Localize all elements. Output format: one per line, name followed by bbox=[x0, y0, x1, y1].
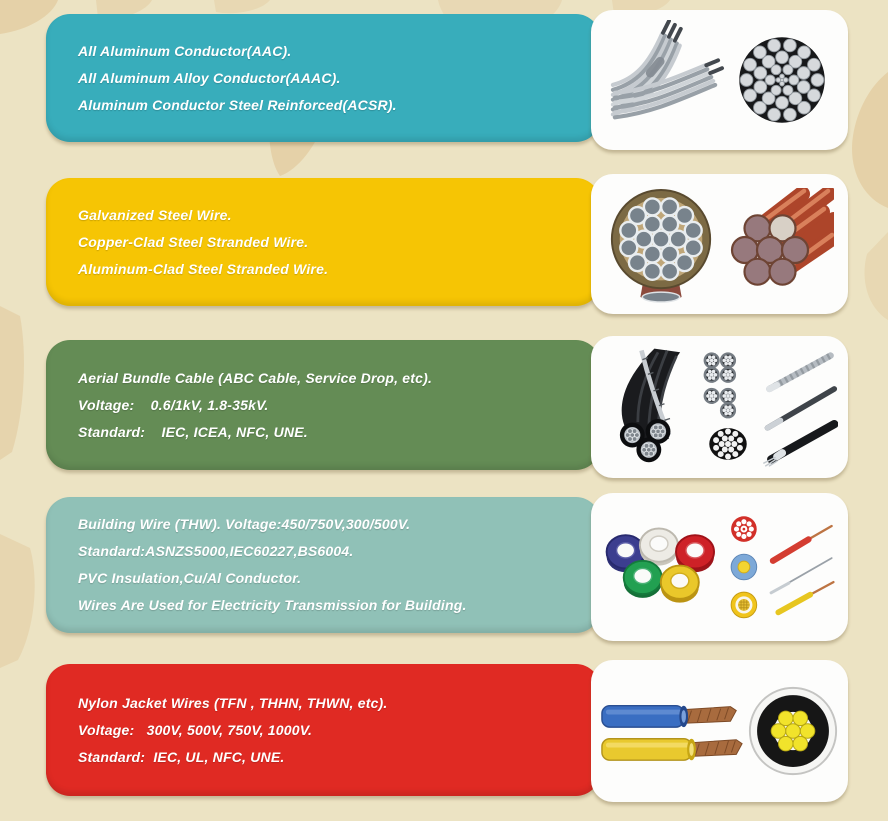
wire-cross-sections-photo bbox=[724, 512, 764, 622]
wire-coils-photo bbox=[599, 512, 724, 622]
nylon-wire-cross-section-photo bbox=[747, 685, 839, 777]
abc-cable-photo bbox=[601, 346, 693, 468]
banner-line: All Aluminum Conductor(AAC). bbox=[78, 42, 292, 59]
banner-line: PVC Insulation,Cu/Al Conductor. bbox=[78, 570, 302, 586]
cable-cross-sections-photo bbox=[695, 346, 761, 468]
banner-line: Nylon Jacket Wires (TFN , THHN, THWN, etc). bbox=[78, 694, 388, 711]
steel-wires-photo-panel bbox=[591, 174, 848, 314]
acsr-cable-bundle-photo bbox=[607, 20, 725, 140]
banner-line: Standard: IEC, UL, NFC, UNE. bbox=[78, 748, 285, 765]
banner-line: Voltage: 300V, 500V, 750V, 1000V. bbox=[78, 721, 313, 738]
copper-clad-rods-photo bbox=[724, 188, 834, 300]
banner-line: Standard: IEC, ICEA, NFC, UNE. bbox=[78, 423, 308, 440]
stripped-nylon-wires-photo bbox=[600, 678, 746, 784]
banner-line: Wires Are Used for Electricity Transmission for Building. bbox=[78, 597, 467, 613]
aerial-bundle-cable-photo-panel bbox=[591, 336, 848, 478]
banner-line: Voltage: 0.6/1kV, 1.8-35kV. bbox=[78, 396, 269, 413]
steel-cable-cross-section-photo bbox=[605, 185, 718, 303]
aluminum-conductors-banner bbox=[46, 14, 600, 142]
stranded-conductor-cross-section-photo bbox=[732, 30, 832, 130]
banner-line: Aluminum-Clad Steel Stranded Wire. bbox=[78, 260, 329, 277]
banner-line: Standard:ASNZS5000,IEC60227,BS6004. bbox=[78, 543, 354, 559]
banner-line: Building Wire (THW). Voltage:450/750V,300/500V. bbox=[78, 516, 411, 532]
steel-wires-banner bbox=[46, 178, 600, 306]
banner-line: Aluminum Conductor Steel Reinforced(ACSR). bbox=[78, 96, 397, 113]
nylon-jacket-wires-banner bbox=[46, 664, 600, 796]
banner-line: All Aluminum Alloy Conductor(AAAC). bbox=[78, 69, 341, 86]
banner-line: Aerial Bundle Cable (ABC Cable, Service Drop, etc). bbox=[78, 369, 433, 386]
building-wire-banner bbox=[46, 497, 600, 633]
nylon-jacket-wires-photo-panel bbox=[591, 660, 848, 802]
building-wire-photo-panel bbox=[591, 493, 848, 641]
service-drop-wires-photo bbox=[762, 346, 838, 468]
banner-line: Copper-Clad Steel Stranded Wire. bbox=[78, 233, 309, 250]
stripped-wires-photo bbox=[764, 512, 840, 622]
aluminum-conductors-photo-panel bbox=[591, 10, 848, 150]
aerial-bundle-cable-banner bbox=[46, 340, 600, 470]
banner-line: Galvanized Steel Wire. bbox=[78, 206, 232, 223]
